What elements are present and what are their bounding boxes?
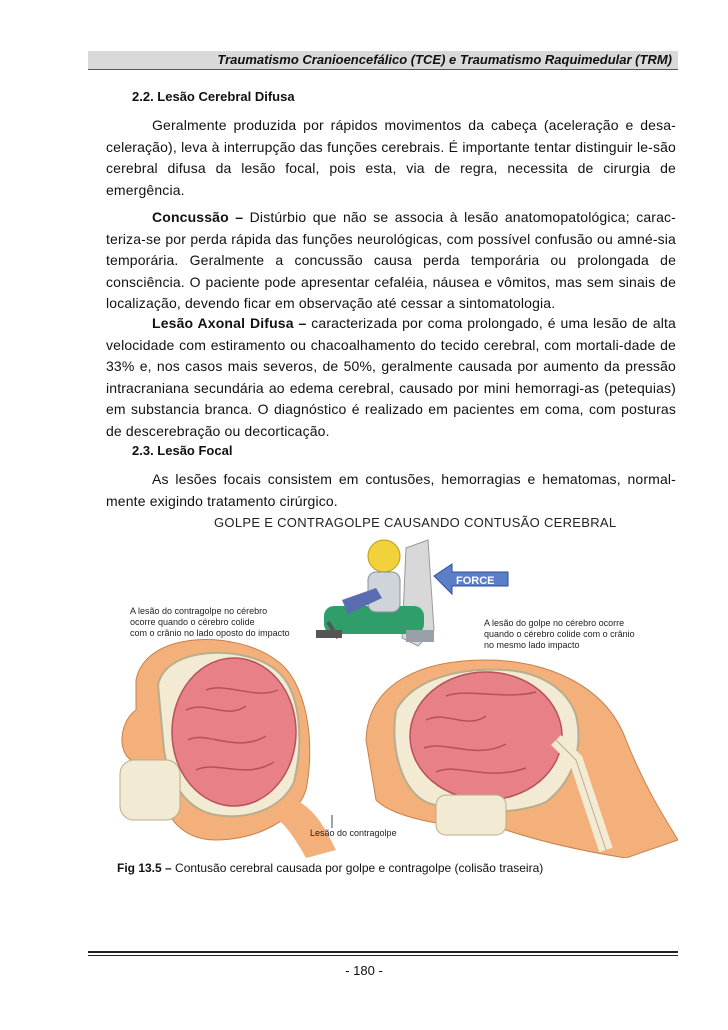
caption-label: Fig 13.5 –	[117, 861, 172, 875]
force-label: FORCE	[456, 575, 495, 587]
paragraph-intro	[106, 115, 676, 201]
paragraph-concussao-text: Distúrbio que não se associa à lesão anatomopatológica; carac-teriza-se por perda rápida das funções neurológicas, com possível confusão ou amné-sia temporária. Geralmente a concussão causa perda temporária ou prolongada de consciência. O paciente pode apresentar cefaléia, náusea e vômitos, mas sem sinais de localização, devendo ficar em observação até cessar a sintomatologia.	[106, 209, 676, 312]
force-arrow-icon	[434, 564, 508, 594]
footer-rule	[88, 951, 678, 953]
figure-title: GOLPE E CONTRAGOLPE CAUSANDO CONTUSÃO CEREBRAL	[214, 515, 617, 530]
right-head-illustration	[366, 660, 678, 858]
crash-dummy-illustration	[316, 540, 434, 646]
running-header	[88, 51, 678, 70]
paragraph-intro-text: Geralmente produzida por rápidos movimentos da cabeça (aceleração e desa-celeração), leva à interrupção das funções cerebrais. É importante tentar distinguir le-são cerebral difusa da lesão focal, pois esta, via de regra, necessita de cirurgia de emergência.	[106, 117, 676, 198]
left-head-illustration	[120, 640, 336, 858]
caption-text: Contusão cerebral causada por golpe e contragolpe (colisão traseira)	[171, 861, 544, 875]
figure-illustration	[106, 510, 678, 858]
page-number: - 180 -	[345, 963, 383, 978]
left-annotation	[130, 606, 290, 639]
paragraph-concussao	[106, 207, 676, 315]
right-annotation	[484, 618, 635, 651]
left-annotation-line-1: A lesão do contragolpe no cérebro	[130, 606, 268, 616]
header-title: Traumatismo Cranioencefálico (TCE) e Traumatismo Raquimedular (TRM)	[217, 52, 672, 67]
figure-golpe-contragolpe	[106, 510, 678, 858]
left-annotation-line-3: com o crânio no lado oposto do impacto	[130, 628, 290, 638]
right-annotation-line-3: no mesmo lado impacto	[484, 640, 580, 650]
right-annotation-line-2: quando o cérebro colide com o crânio	[484, 629, 635, 639]
paragraph-focal-text: As lesões focais consistem em contusões, hemorragias e hematomas, normal-mente exigindo tratamento cirúrgico.	[106, 471, 676, 509]
paragraph-focal	[106, 469, 676, 512]
right-annotation-line-1: A lesão do golpe no cérebro ocorre	[484, 618, 625, 628]
bottom-annotation: Lesão do contragolpe	[310, 828, 397, 838]
left-annotation-line-2: ocorre quando o cérebro colide	[130, 617, 255, 627]
paragraph-lesao-axonal	[106, 313, 676, 443]
section-heading-focal: 2.3. Lesão Focal	[132, 443, 233, 458]
paragraph-lesao-axonal-text: caracterizada por coma prolongado, é uma lesão de alta velocidade com estiramento ou chacoalhamento do tecido cerebral, com mortali-dade de 33% e, nos casos mais severos, de 50%, geralmente causada por aumento da pressão intracraniana secundária ao edema cerebral, causado por mini hemorragi-as (petequias) em substancia branca. O diagnóstico é realizado em pacientes em coma, com posturas de descerebração ou decorticação.	[106, 315, 676, 439]
term-lesao-axonal: Lesão Axonal Difusa –	[152, 315, 307, 331]
figure-caption	[117, 861, 543, 875]
term-concussao: Concussão –	[152, 209, 244, 225]
section-heading-difusa: 2.2. Lesão Cerebral Difusa	[132, 89, 295, 104]
footer-rule-thin	[88, 955, 678, 956]
